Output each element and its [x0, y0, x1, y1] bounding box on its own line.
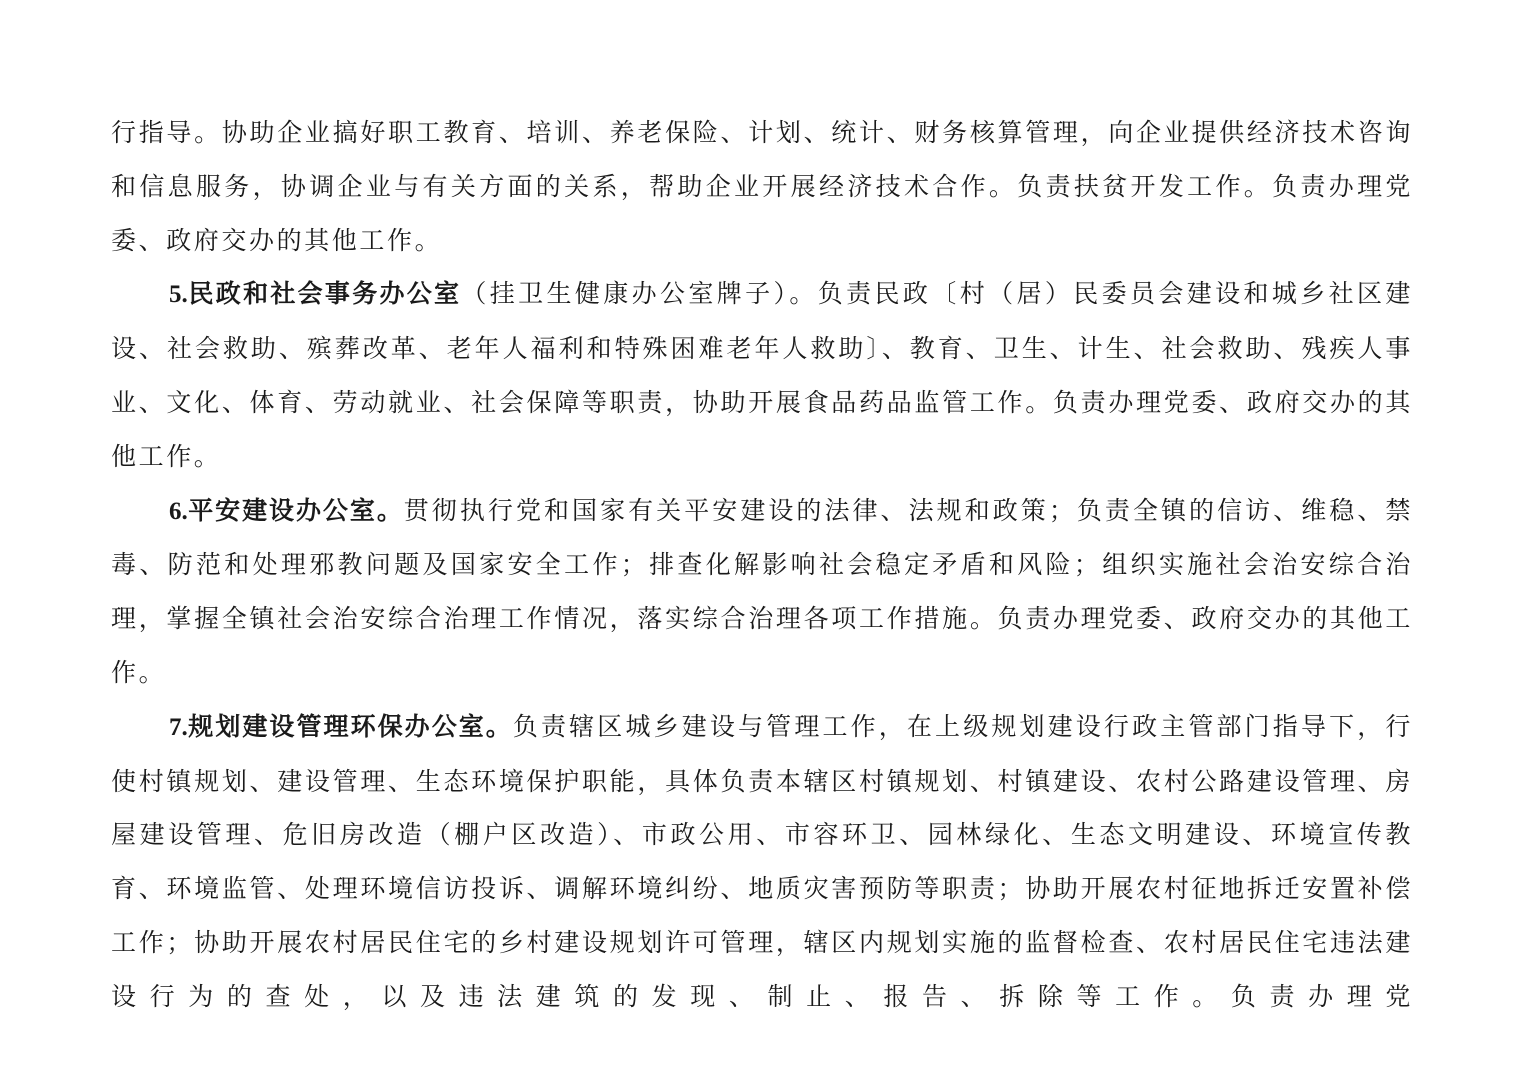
paragraph-body: （挂卫生健康办公室牌子）。负责民政〔村（居）民委员会建设和城乡社区建设、社会救助、殡葬改革、老年人福利和特殊困难老年人救助〕、教育、卫生、计生、社会救助、残疾人事业、文化、体育、劳动就业、社会保障等职责，协助开展食品药品监管工作。负责办理党委、政府交办的其他工作。: [111, 279, 1413, 471]
section-title: 平安建设办公室。: [187, 495, 404, 525]
section-number: 5.: [169, 281, 188, 309]
section-heading: [169, 496, 404, 525]
paragraph-civil-affairs-office: [111, 267, 1413, 483]
paragraph-planning-office: [111, 700, 1413, 1024]
section-number: 7.: [169, 713, 188, 741]
paragraph-continuation: [111, 106, 1413, 267]
section-title: 民政和社会事务办公室: [187, 279, 462, 309]
paragraph-safety-office: [111, 484, 1413, 700]
section-number: 6.: [169, 497, 188, 525]
paragraph-body: 负责辖区城乡建设与管理工作，在上级规划建设行政主管部门指导下，行使村镇规划、建设管理、生态环境保护职能，具体负责本辖区村镇规划、村镇建设、农村公路建设管理、房屋建设管理、危旧房改造（棚户区改造）、市政公用、市容环卫、园林绿化、生态文明建设、环境宣传教育、环境监管、处理环境信访投诉、调解环境纠纷、地质灾害预防等职责；协助开展农村征地拆迁安置补偿工作；协助开展农村居民住宅的乡村建设规划许可管理，辖区内规划实施的监督检查、农村居民住宅违法建设行为的查处，以及违法建筑的发现、制止、报告、拆除等工作。负责办理党: [111, 711, 1413, 1011]
section-heading: [169, 279, 461, 308]
paragraph-body: 贯彻执行党和国家有关平安建设的法律、法规和政策；负责全镇的信访、维稳、禁毒、防范和处理邪教问题及国家安全工作；排查化解影响社会稳定矛盾和风险；组织实施社会治安综合治理，掌握全镇社会治安综合治理工作情况，落实综合治理各项工作措施。负责办理党委、政府交办的其他工作。: [111, 495, 1413, 687]
paragraph-body: 行指导。协助企业搞好职工教育、培训、养老保险、计划、统计、财务核算管理，向企业提供经济技术咨询和信息服务，协调企业与有关方面的关系，帮助企业开展经济技术合作。负责扶贫开发工作。负责办理党委、政府交办的其他工作。: [111, 118, 1413, 255]
section-title: 规划建设管理环保办公室。: [187, 711, 513, 741]
document-body: [111, 106, 1413, 1024]
section-heading: [169, 712, 513, 741]
